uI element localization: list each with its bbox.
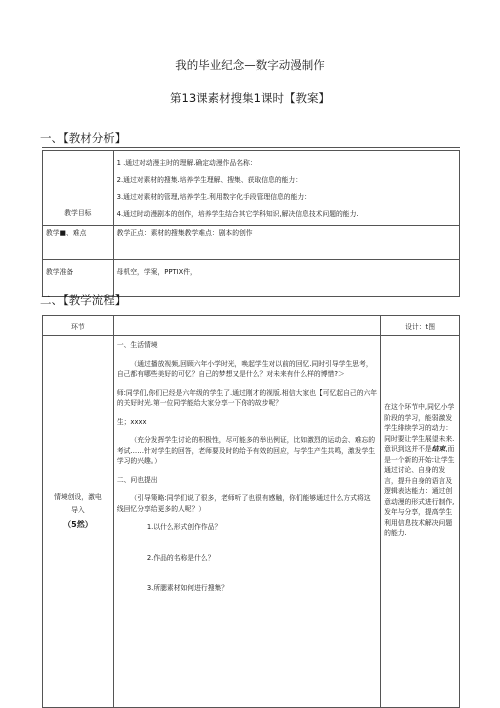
goal-label-cell: [43, 151, 114, 226]
key-text: 教学正点：素材的搜集教学难点：剧本的创作: [116, 229, 253, 237]
design-note: [381, 336, 459, 541]
paragraph: （引导策略:同学们说了很多，老师听了也很有感触，你们能够通过什么方式将这线回忆分享给更多的人呢？）: [116, 494, 371, 513]
header-design: 设计：t图: [405, 322, 435, 331]
paragraph: （充分发挥学生讨论的枳极性，尽可能多的举出例证，比如激烈的运动会、难忘的考试……针对学生的回答，老师要及时的给予有效的回应，与学生产生共鸣，激发学生学习的兴趣。）: [116, 436, 376, 466]
question-item: 3.所腮素材如何进行搜集？: [146, 584, 229, 593]
paragraph: 师:同学们,你们已经是六年级的学生了.通过刚才的视版.相信大家也【可忆起自己的六年的关好时光.第一位同学能给大家分享一下你的故步呢？: [116, 388, 378, 408]
prep-text-cell: [113, 260, 459, 297]
paragraph: （通过播放视频,回顾六年小学时光，唤起学生对以前的回忆.同时引导学生思考，自己都有哪些美好的可忆？自己的梦想又是什么？对未来有什么样的博惜?＞: [116, 359, 373, 379]
prep-text: 母机空，学案，PPTIX件，: [116, 268, 197, 276]
analysis-table: [42, 150, 460, 297]
stage-label-line: 导入: [71, 505, 85, 514]
goals-cell: [113, 151, 459, 226]
goal-item: 3.通过对素材的管理,培养学生.利用数字化手段管理信息的能力：: [116, 193, 311, 201]
goal-item: 4.通过时动漫剧本的创作，培养学生结合其它学科知识,解决信息技术问题的能力.: [116, 210, 359, 218]
goal-item: 1 .通过对动漫主时的理解.确定动漫作品名称：: [116, 159, 257, 167]
section-heading-flow: 二、【教学流程】: [40, 293, 127, 307]
section-divider: [42, 147, 460, 148]
key-label: 教学■、难点: [46, 229, 87, 237]
section-heading-analysis: 一、【教材分析】: [40, 131, 127, 145]
paragraph: 生；xxxx: [116, 417, 147, 426]
design-note-emphasis: 结束: [431, 445, 446, 454]
key-label-cell: [43, 226, 114, 260]
stage-label-cell: [43, 336, 114, 708]
stage-label-line: （5然）: [63, 519, 93, 529]
design-note-cell: [381, 336, 460, 708]
prep-label-cell: [43, 260, 114, 297]
header-design-cell: [381, 316, 460, 336]
flow-table: [42, 315, 460, 708]
goal-label: 教学目标: [64, 209, 92, 217]
paragraph: 一、生活情境: [116, 341, 158, 349]
document-title: 我的毕业纪念—数字动漫制作: [175, 58, 325, 72]
key-text-cell: [113, 226, 459, 260]
question-item: 1.以什么形式创作作品？: [146, 523, 222, 532]
prep-label: 教学准备: [46, 268, 74, 276]
document-subtitle: 第13课素材搜集1课时【教案】: [170, 91, 330, 105]
header-stage: 环节: [71, 322, 85, 331]
goal-item: 2.通过对素材的搜集.培养学生理解、搜集、获取信息的能力：: [116, 176, 303, 184]
flow-content-cell: [113, 336, 380, 708]
header-stage-cell: [43, 316, 114, 336]
question-item: 2.作品的名称是什么？: [146, 553, 215, 562]
stage-label-line: 情境创设，激电: [54, 493, 102, 501]
paragraph: 二、问也提出: [116, 475, 158, 484]
design-note-text: ,而是一个新的开始:让学生通过讨论、自身的发言，提升自身的语言及逻辑表达能力：通过创意动漫的形式进行制作,发年与分享，提高学生利用信息技术解决问题的能力.: [384, 445, 455, 538]
header-empty-cell: [113, 316, 380, 336]
design-note-text: 在这个环节中,同忆小学阶段的学习，能弱激发学生绯续学习的动力：同时要让学生展望未来.意识到这并不是: [384, 403, 455, 454]
